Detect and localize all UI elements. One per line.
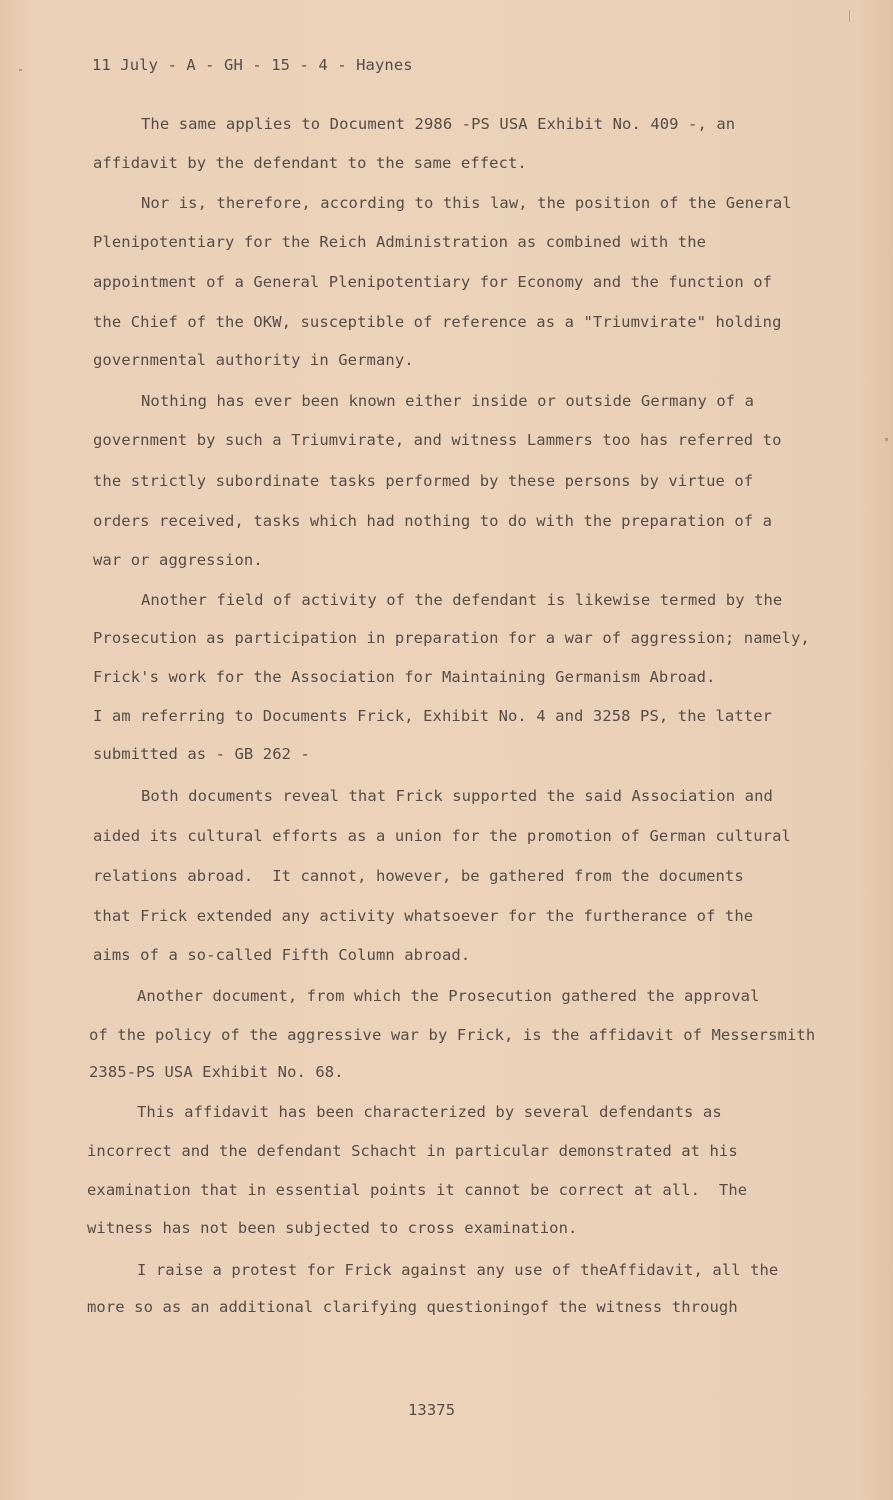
margin-mark bbox=[885, 438, 888, 441]
text-line: I am referring to Documents Frick, Exhibit No. 4 and 3258 PS, the latter bbox=[93, 707, 773, 725]
text-line: Nothing has ever been known either inside or outside Germany of a bbox=[141, 392, 755, 410]
text-line: Nor is, therefore, according to this law, the position of the General bbox=[141, 194, 792, 212]
page-header: 11 July - A - GH - 15 - 4 - Haynes bbox=[92, 56, 413, 74]
text-line: submitted as - GB 262 - bbox=[93, 745, 310, 763]
text-line: I raise a protest for Frick against any use of theAffidavit, all the bbox=[137, 1261, 779, 1279]
text-line: examination that in essential points it cannot be correct at all. The bbox=[87, 1181, 748, 1199]
text-line: incorrect and the defendant Schacht in particular demonstrated at his bbox=[87, 1142, 738, 1160]
text-line: aims of a so-called Fifth Column abroad. bbox=[93, 946, 471, 964]
text-line: aided its cultural efforts as a union for the promotion of German cultural bbox=[93, 827, 791, 845]
text-line: the strictly subordinate tasks performed by these persons by virtue of bbox=[93, 472, 754, 490]
text-line: This affidavit has been characterized by several defendants as bbox=[137, 1103, 722, 1121]
text-line: the Chief of the OKW, susceptible of reference as a "Triumvirate" holding bbox=[93, 313, 782, 331]
text-line: Plenipotentiary for the Reich Administration as combined with the bbox=[93, 233, 707, 251]
text-line: orders received, tasks which had nothing to do with the preparation of a bbox=[93, 512, 773, 530]
text-line: Another document, from which the Prosecution gathered the approval bbox=[137, 987, 760, 1005]
text-line: government by such a Triumvirate, and witness Lammers too has referred to bbox=[93, 431, 782, 449]
text-line: appointment of a General Plenipotentiary for Economy and the function of bbox=[93, 273, 773, 291]
text-line: war or aggression. bbox=[93, 551, 263, 569]
page-number: 13375 bbox=[408, 1401, 456, 1419]
text-line: that Frick extended any activity whatsoever for the furtherance of the bbox=[93, 907, 754, 925]
text-line: affidavit by the defendant to the same effect. bbox=[93, 154, 527, 172]
text-line: 2385-PS USA Exhibit No. 68. bbox=[89, 1063, 344, 1081]
text-line: Both documents reveal that Frick supported the said Association and bbox=[141, 787, 773, 805]
text-line: witness has not been subjected to cross examination. bbox=[87, 1219, 578, 1237]
text-line: Frick's work for the Association for Maintaining Germanism Abroad. bbox=[93, 668, 716, 686]
text-line: Another field of activity of the defendant is likewise termed by the bbox=[141, 591, 783, 609]
margin-mark bbox=[849, 10, 850, 22]
text-line: The same applies to Document 2986 -PS USA Exhibit No. 409 -, an bbox=[141, 115, 736, 133]
text-line: Prosecution as participation in preparation for a war of aggression; namely, bbox=[93, 629, 810, 647]
text-line: more so as an additional clarifying questioningof the witness through bbox=[87, 1298, 738, 1316]
text-line: relations abroad. It cannot, however, be gathered from the documents bbox=[93, 867, 744, 885]
margin-mark bbox=[19, 69, 22, 71]
text-line: governmental authority in Germany. bbox=[93, 351, 414, 369]
text-line: of the policy of the aggressive war by Frick, is the affidavit of Messersmith bbox=[89, 1026, 816, 1044]
